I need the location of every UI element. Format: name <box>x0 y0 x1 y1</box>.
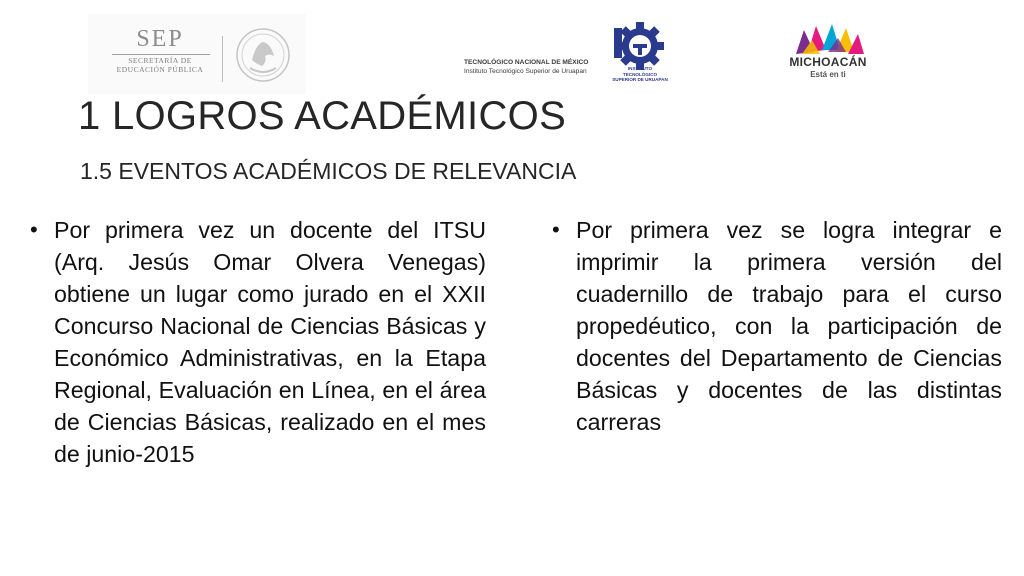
sep-logo-rule <box>112 54 210 55</box>
mexico-seal-icon <box>234 26 292 84</box>
michoacan-slogan: Está en ti <box>810 70 846 79</box>
itsu-logo-caption <box>612 66 668 83</box>
sep-logo-divider <box>222 36 223 82</box>
sep-logo <box>88 14 306 94</box>
left-bullet-text: Por primera vez un docente del ITSU (Arq. Jesús Omar Olvera Venegas) obtiene un lugar como jurado en el XXII Concurso Nacional de Ciencias Básicas y Económico Administrativas, en la Etapa Regional, Evaluación en Línea, en el área de Ciencias Básicas, realizado en el mes de junio-2015 <box>54 217 486 467</box>
slide-title: 1 LOGROS ACADÉMICOS <box>78 94 567 138</box>
sep-logo-word: SEP <box>136 26 184 52</box>
sep-logo-subtitle-line1: SECRETARÍA DE <box>128 56 192 65</box>
itsu-caption-line1: INSTITUTO TECNOLÓGICO <box>622 66 658 77</box>
tecnm-name: TECNOLÓGICO NACIONAL DE MÉXICO <box>464 59 589 66</box>
tecnm-logo-text <box>464 58 614 76</box>
slide-subtitle: 1.5 EVENTOS ACADÉMICOS DE RELEVANCIA <box>80 158 577 184</box>
sep-logo-subtitle-line2: EDUCACIÓN PÚBLICA <box>116 65 204 74</box>
bullet-icon: • <box>552 217 560 242</box>
itsu-name: Instituto Tecnológico Superior de Uruapan <box>464 68 587 75</box>
bullet-icon: • <box>30 217 38 242</box>
left-bullet-column <box>30 214 486 470</box>
itsu-caption-line2: SUPERIOR DE URUAPAN <box>612 77 668 83</box>
michoacan-title: MICHOACÁN <box>789 55 867 69</box>
right-bullet-text: Por primera vez se logra integrar e imprimir la primera versión del cuadernillo de trabajo para el curso propedéutico, con la participación de docentes del Departamento de Ciencias Básicas y docentes de las distintas carreras <box>576 217 1002 435</box>
sep-logo-subtitle <box>108 56 212 74</box>
right-bullet-column <box>552 214 1002 438</box>
